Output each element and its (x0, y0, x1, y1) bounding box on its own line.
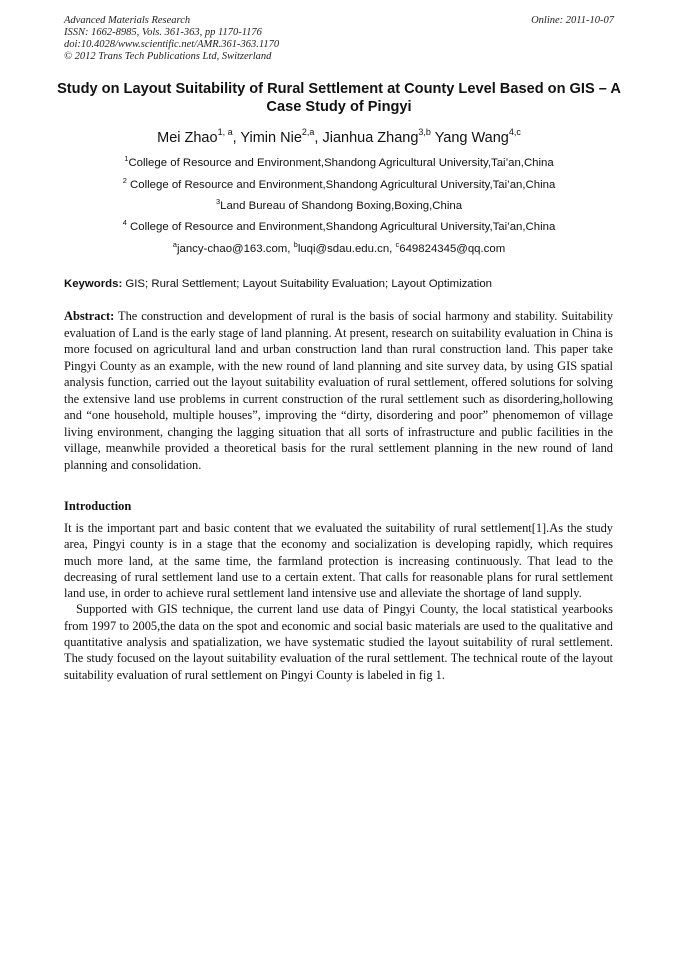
email-address: luqi@sdau.edu.cn (297, 243, 390, 255)
author-name: Yimin Nie (240, 130, 302, 146)
author-name: Jianhua Zhang (322, 130, 419, 146)
introduction-body (64, 520, 613, 683)
email-superscript: b (293, 240, 298, 249)
author-list: Mei Zhao$^{1, a}$, Yimin Nie$^{2,a}$, Jianhua Zhang$^{3,b}$ Yang Wang$^{4,c}$ (157, 127, 521, 146)
abstract-text: The construction and development of rural is the basis of social harmony and stability. Suitability evaluation of Land is the early stage of land planning. At present, research on suitability evaluation in China is more focused on agricultural land and urban construction land than rural construction land. This paper take Pingyi County as an example, with the new round of land planning and site survey data, by using GIS spatial analysis function, carried out the layout suitability evaluation of rural settlement, offered solutions for solving the extensive land use problems in current construction of the rural settlement such as disordering,hollowing and “one household, multiple houses”, improving the “dirty, disordering and poor” phenomemon of village living environment, changing the lagging situation that all sorts of infrastructure and public facilities in the village, meanwhile provided a theoretical basis for the rural settlement planning in the new round of land planning and consolidation. (64, 309, 614, 472)
author-superscript: 4,c (508, 127, 521, 137)
affiliation-1 (0, 156, 678, 170)
affiliation-4 (0, 220, 678, 234)
affiliation-superscript: 2 (122, 176, 127, 185)
journal-header (64, 15, 279, 63)
author-superscript: 3,b (418, 127, 431, 137)
affiliation-text: College of Resource and Environment,Shandong Agricultural University,Tai’an,China (130, 221, 556, 233)
online-date: Online: 2011-10-07 (531, 15, 614, 26)
author-superscript: 1, a (217, 127, 233, 137)
keywords-text: GIS; Rural Settlement; Layout Suitability Evaluation; Layout Optimization (125, 278, 492, 290)
keywords (64, 277, 624, 291)
abstract (64, 308, 613, 473)
email-address: jancy-chao@163.com (176, 243, 288, 255)
affiliation-text: College of Resource and Environment,Shandong Agricultural University,Tai’an,China (128, 157, 554, 169)
author-name: Mei Zhao (157, 130, 218, 146)
section-heading-introduction: Introduction (64, 499, 132, 513)
affiliation-superscript: 3 (215, 197, 221, 206)
affiliation-superscript: 1 (124, 154, 129, 163)
author-name: Yang Wang (434, 130, 509, 146)
affiliation-superscript: 4 (122, 218, 127, 227)
paragraph: It is the important part and basic content that we evaluated the suitability of rural settlement[1].As the study area, Pingyi county is in a stage that the economy and socialization is developing rapidly, which requires much more land, at the same time, the farmland protection is increasing continuously. That lead to the decreasing of rural settlement land use to a certain extent. That calls for reasonable plans for rural settlement land use, in order to achieve rural settlement land intensive use and alleviate the shortage of land supply. (64, 521, 613, 601)
affiliation-text: College of Resource and Environment,Shandong Agricultural University,Tai’an,China (130, 179, 556, 191)
journal-name: Advanced Materials Research (64, 15, 191, 26)
copyright-line: © 2012 Trans Tech Publications Ltd, Switzerland (64, 51, 272, 62)
keywords-label: Keywords: (64, 278, 123, 290)
affiliation-text: Land Bureau of Shandong Boxing,Boxing,China (220, 200, 463, 212)
affiliation-3 (0, 199, 678, 213)
author-superscript: 2,a (301, 127, 315, 137)
email-superscript: a (172, 240, 177, 249)
paper-title: Study on Layout Suitability of Rural Settlement at County Level Based on GIS – A Case Study of Pingyi (57, 81, 621, 115)
doi-line: doi:10.4028/www.scientific.net/AMR.361-363.1170 (64, 39, 280, 50)
email-line: $^a$jancy-chao@163.com, $^b$luqi@sdau.edu.cn, $^c$649824345@qq.com (172, 240, 506, 255)
affiliation-2 (0, 178, 678, 192)
paragraph: Supported with GIS technique, the current land use data of Pingyi County, the local statistical yearbooks from 1997 to 2005,the data on the spot and economic and social basic materials are used to the qualitative and quantitative analysis and spatialization, we have systematic studied the layout suitability of rural settlement. The study focused on the layout suitability evaluation of the rural settlement. The technical route of the layout suitability evaluation of rural settlement on Pingyi County is labeled in fig 1. (64, 602, 613, 682)
issn-line: ISSN: 1662-8985, Vols. 361-363, pp 1170-1176 (64, 27, 262, 38)
abstract-label: Abstract: (64, 309, 115, 323)
email-superscript: c (395, 240, 400, 249)
email-address: 649824345@qq.com (399, 243, 506, 255)
